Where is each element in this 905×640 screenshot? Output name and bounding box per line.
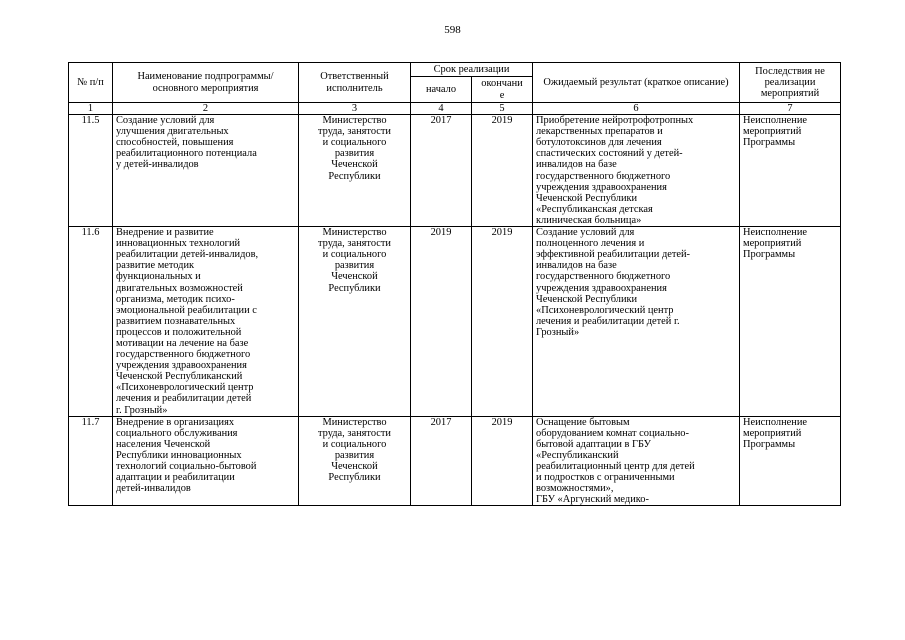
column-number: 7 [740,103,841,115]
header-responsible: Ответственный исполнитель [299,63,411,103]
row-end: 2019 [472,416,533,506]
header-period: Срок реализации [411,63,533,77]
header-result: Ожидаемый результат (краткое описание) [533,63,740,103]
row-name: Внедрение в организациях социального обслуживания населения Чеченской Республики инновационных технологий социально-бытовой адаптации и реабилитации детей-инвалидов [113,416,299,506]
row-responsible: Министерство труда, занятости и социального развития Чеченской Республики [299,115,411,227]
column-number: 3 [299,103,411,115]
row-num: 11.6 [69,227,113,417]
row-end: 2019 [472,115,533,227]
row-result: Создание условий для полноценного лечения и эффективной реабилитации детей- инвалидов на базе государственного бюджетного учреждения здравоохранения Чеченской Республики «Психоневрологический центр лечения и реабилитации детей г. Грозный» [533,227,740,417]
header-num: № п/п [69,63,113,103]
row-consequences: Неисполнение мероприятий Программы [740,227,841,417]
row-name: Внедрение и развитие инновационных технологий реабилитации детей-инвалидов, развитие методик функциональных и двигательных возможностей организма, методик психо- эмоциональной реабилитации с развитием познавательных процессов и положительной мотивации на лечение на базе государственного бюджетного учреждения здравоохранения Чеченской Республиканский «Психоневрологический центр лечения и реабилитации детей г. Грозный» [113,227,299,417]
row-consequences: Неисполнение мероприятий Программы [740,416,841,506]
column-number: 4 [411,103,472,115]
header-end: окончани е [472,77,533,103]
table-row [69,115,841,227]
column-number: 6 [533,103,740,115]
row-responsible: Министерство труда, занятости и социального развития Чеченской Республики [299,227,411,417]
page-number: 598 [444,24,461,36]
row-name: Создание условий для улучшения двигательных способностей, повышения реабилитационного потенциала у детей-инвалидов [113,115,299,227]
row-start: 2017 [411,115,472,227]
table-row [69,227,841,417]
column-number: 5 [472,103,533,115]
row-num: 11.5 [69,115,113,227]
row-num: 11.7 [69,416,113,506]
table-row [69,416,841,506]
program-table [68,62,841,506]
row-result: Приобретение нейротрофотропных лекарственных препаратов и ботулотоксинов для лечения спастических состояний у детей- инвалидов на базе государственного бюджетного учреждения здравоохранения Чеченской Республики «Республиканская детская клиническая больница» [533,115,740,227]
row-responsible: Министерство труда, занятости и социального развития Чеченской Республики [299,416,411,506]
row-start: 2019 [411,227,472,417]
row-consequences: Неисполнение мероприятий Программы [740,115,841,227]
header-consequences: Последствия не реализации мероприятий [740,63,841,103]
row-start: 2017 [411,416,472,506]
header-start: начало [411,77,472,103]
row-result: Оснащение бытовым оборудованием комнат социально- бытовой адаптации в ГБУ «Республиканский реабилитационный центр для детей и подростков с ограниченными возможностями», ГБУ «Аргунский медико- [533,416,740,506]
column-number: 2 [113,103,299,115]
row-end: 2019 [472,227,533,417]
column-number-row [69,103,841,115]
header-name: Наименование подпрограммы/ основного мероприятия [113,63,299,103]
column-number: 1 [69,103,113,115]
